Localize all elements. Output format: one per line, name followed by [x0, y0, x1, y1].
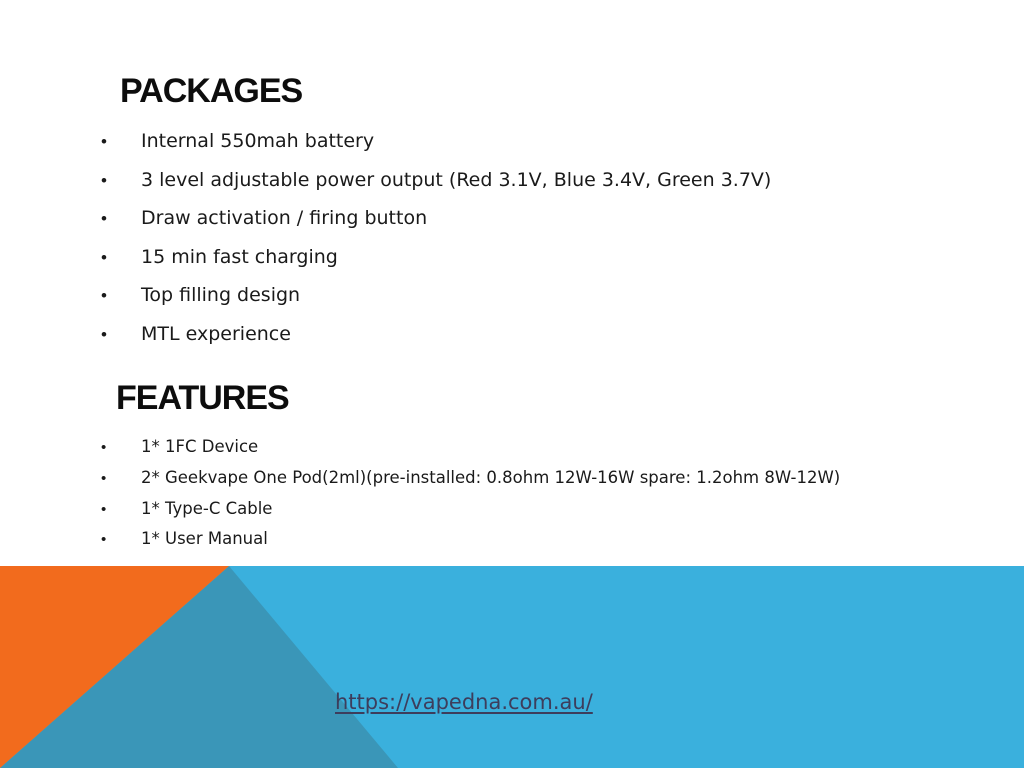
bullet-icon: • — [101, 132, 107, 151]
list-item-text: 1* User Manual — [141, 529, 268, 549]
list-item-text: MTL experience — [141, 322, 291, 345]
list-item-text: Draw activation / firing button — [141, 207, 428, 230]
list-item-text: 1* Type-C Cable — [141, 498, 273, 518]
bullet-icon: • — [101, 286, 107, 306]
bullet-icon: • — [101, 209, 107, 229]
bullet-icon: • — [101, 439, 107, 456]
website-link[interactable]: https://vapedna.com.au/ — [335, 690, 593, 714]
bullet-icon: • — [101, 324, 107, 344]
bullet-icon: • — [101, 170, 107, 190]
list-item-text: 1* 1FC Device — [141, 437, 259, 456]
list-item-text: 3 level adjustable power output (Red 3.1V, Blue 3.4V, Green 3.7V) — [141, 168, 772, 191]
list-item-text: 2* Geekvape One Pod(2ml)(pre-installed: 0.8ohm 12W-16W spare: 1.2ohm 8W-12W) — [141, 467, 841, 487]
features-heading: FEATURES — [116, 379, 289, 417]
bullet-icon: • — [101, 469, 107, 487]
list-item-text: 15 min fast charging — [141, 245, 338, 268]
bullet-icon: • — [101, 500, 107, 518]
list-item-text: Top filling design — [141, 284, 301, 307]
bullet-icon: • — [101, 247, 107, 267]
footer-decoration — [0, 566, 1024, 768]
packages-heading: PACKAGES — [120, 72, 303, 110]
list-item-text: Internal 550mah battery — [141, 130, 375, 152]
bullet-icon: • — [101, 531, 107, 549]
